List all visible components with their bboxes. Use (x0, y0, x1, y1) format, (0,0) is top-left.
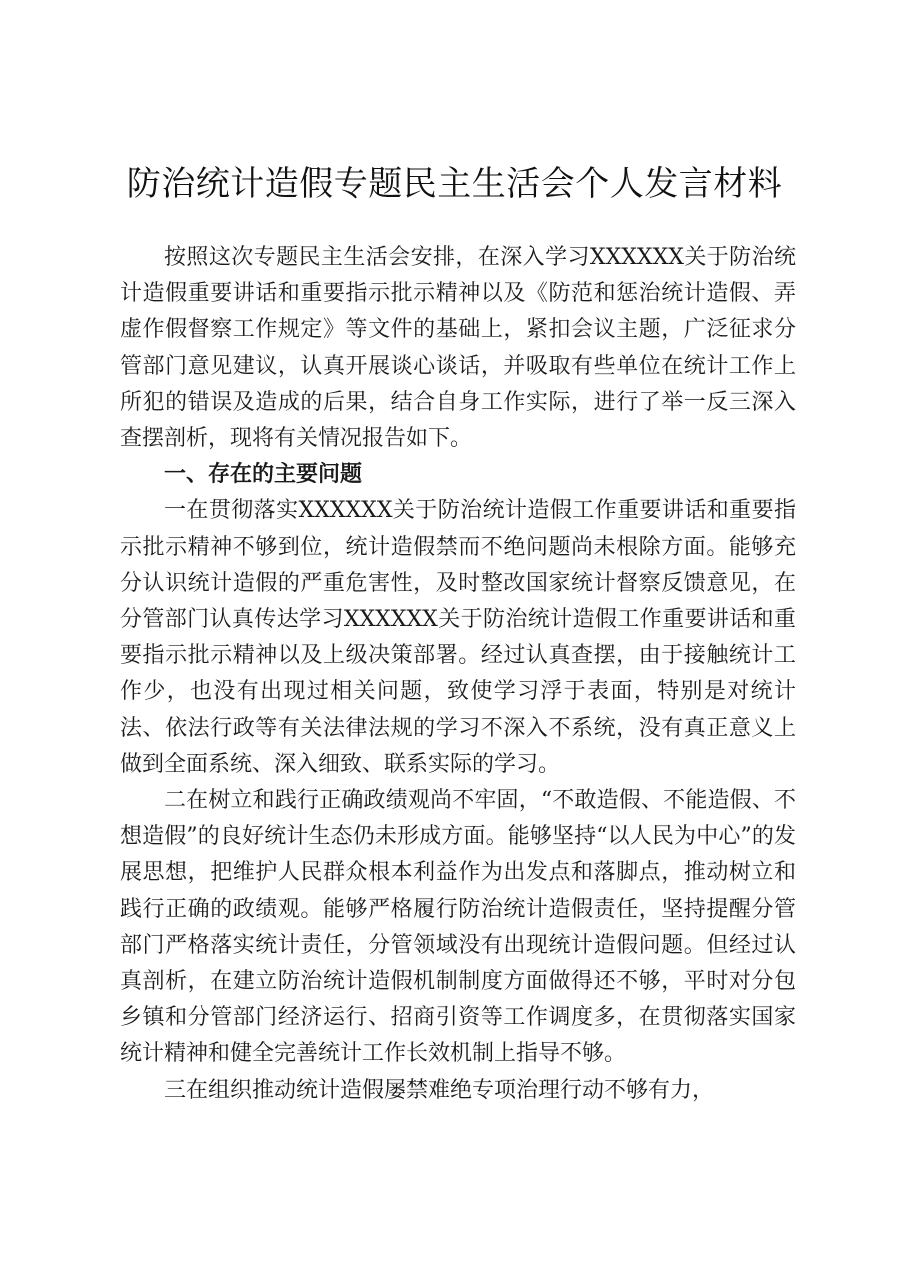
document-title: 防治统计造假专题民主生活会个人发言材料 (126, 164, 783, 204)
problem-paragraph-3: 三在组织推动统计造假屡禁难绝专项治理行动不够有力， (164, 1077, 715, 1103)
intro-paragraph: 按照这次专题民主生活会安排，在深入学习XXXXXX关于防治统计造假重要讲话和重要指示批示精神以及《防范和惩治统计造假、弄虚作假督察工作规定》等文件的基础上，紧扣会议主题，广泛征求分管部门意见建议，认真开展谈心谈话，并吸取有些单位在统计工作上所犯的错误及造成的后果，结合自身工作实际，进行了举一反三深入查摆剖析，现将有关情况报告如下。 (120, 245, 796, 452)
document-body (120, 240, 796, 1109)
section-heading: 一、存在的主要问题 (164, 462, 363, 488)
problem-paragraph-1: 一在贯彻落实XXXXXX关于防治统计造假工作重要讲话和重要指示批示精神不够到位，统计造假禁而不绝问题尚未根除方面。能够充分认识统计造假的严重危害性，及时整改国家统计督察反馈意见，在分管部门认真传达学习XXXXXX关于防治统计造假工作重要讲话和重要指示批示精神以及上级决策部署。经过认真查摆，由于接触统计工作少，也没有出现过相关问题，致使学习浮于表面，特别是对统计法、依法行政等有关法律法规的学习不深入不系统，没有真正意义上做到全面系统、深入细致、联系实际的学习。 (120, 498, 796, 777)
problem-paragraph-2: 二在树立和践行正确政绩观尚不牢固，“不敢造假、不能造假、不想造假”的良好统计生态仍未形成方面。能够坚持“以人民为中心”的发展思想，把维护人民群众根本利益作为出发点和落脚点，推动树立和践行正确的政绩观。能够严格履行防治统计造假责任，坚持提醒分管部门严格落实统计责任，分管领域没有出现统计造假问题。但经过认真剖析，在建立防治统计造假机制制度方面做得还不够，平时对分包乡镇和分管部门经济运行、招商引资等工作调度多，在贯彻落实国家统计精神和健全完善统计工作长效机制上指导不够。 (120, 788, 796, 1067)
